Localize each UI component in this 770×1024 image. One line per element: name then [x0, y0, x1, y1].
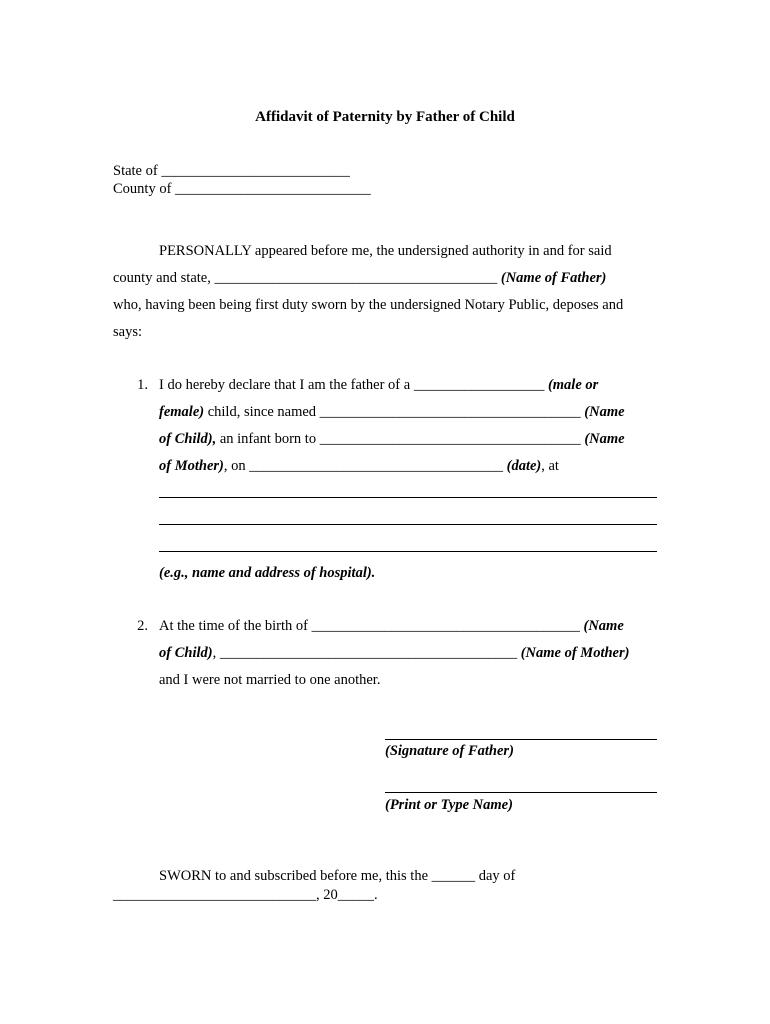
intro-line-3: who, having been being first duty sworn by the undersigned Notary Public, deposes and — [113, 297, 624, 313]
item-2-number: 2. — [137, 618, 148, 634]
name-label: (Name — [584, 404, 625, 420]
name-label-3: (Name — [583, 618, 624, 634]
sworn-line-2[interactable]: ____________________________, 20_____. — [113, 887, 378, 903]
item-2-line-2 — [159, 644, 629, 662]
item-1-line-4 — [159, 457, 559, 475]
date-label: (date) — [506, 458, 542, 474]
item-2-line-1 — [159, 617, 624, 635]
mother-name-field[interactable]: an infant born to ____________________________________ — [216, 431, 585, 447]
signature-of-father-label: (Signature of Father) — [385, 743, 514, 759]
female-label: female) — [159, 404, 205, 420]
item-1-line-3 — [159, 430, 625, 448]
intro-line-2 — [113, 269, 606, 287]
child-name-field-2[interactable]: At the time of the birth of _____________________________________ — [159, 618, 584, 634]
father-name-field[interactable]: county and state, _______________________________________ — [113, 270, 501, 286]
male-or-label: (male or — [547, 377, 599, 393]
state-field[interactable]: State of __________________________ — [113, 163, 350, 179]
item-1-line-1 — [159, 376, 598, 394]
item-1-number: 1. — [137, 377, 148, 393]
hospital-line-1[interactable] — [159, 497, 657, 498]
hospital-line-2[interactable] — [159, 524, 657, 525]
of-child-label: of Child), — [159, 431, 217, 447]
birth-date-field[interactable]: , on ___________________________________ — [223, 458, 507, 474]
item-1-line-2 — [159, 403, 625, 421]
print-name-line[interactable] — [385, 792, 657, 793]
intro-line-4: says: — [113, 324, 142, 340]
item-2-line-3: and I were not married to one another. — [159, 672, 381, 688]
name-label-2: (Name — [584, 431, 625, 447]
father-name-label: (Name of Father) — [500, 270, 607, 286]
of-child-label-2: of Child) — [159, 645, 213, 661]
county-field[interactable]: County of ___________________________ — [113, 181, 371, 197]
sworn-line-1[interactable]: SWORN to and subscribed before me, this the ______ day of — [159, 868, 516, 884]
child-name-field[interactable]: child, since named ____________________________________ — [204, 404, 585, 420]
child-sex-field[interactable]: I do hereby declare that I am the father of a __________________ — [159, 377, 548, 393]
mother-name-field-2[interactable]: , _________________________________________ — [212, 645, 521, 661]
comma-label: , at — [541, 458, 559, 474]
hospital-hint: (e.g., name and address of hospital). — [159, 565, 376, 581]
document-title: Affidavit of Paternity by Father of Child — [255, 109, 515, 125]
father-signature-line[interactable] — [385, 739, 657, 740]
of-mother-label: of Mother) — [159, 458, 224, 474]
name-of-mother-label: (Name of Mother) — [520, 645, 630, 661]
hospital-line-3[interactable] — [159, 551, 657, 552]
intro-line-1: PERSONALLY appeared before me, the undersigned authority in and for said — [159, 243, 612, 259]
print-name-label: (Print or Type Name) — [385, 797, 513, 813]
